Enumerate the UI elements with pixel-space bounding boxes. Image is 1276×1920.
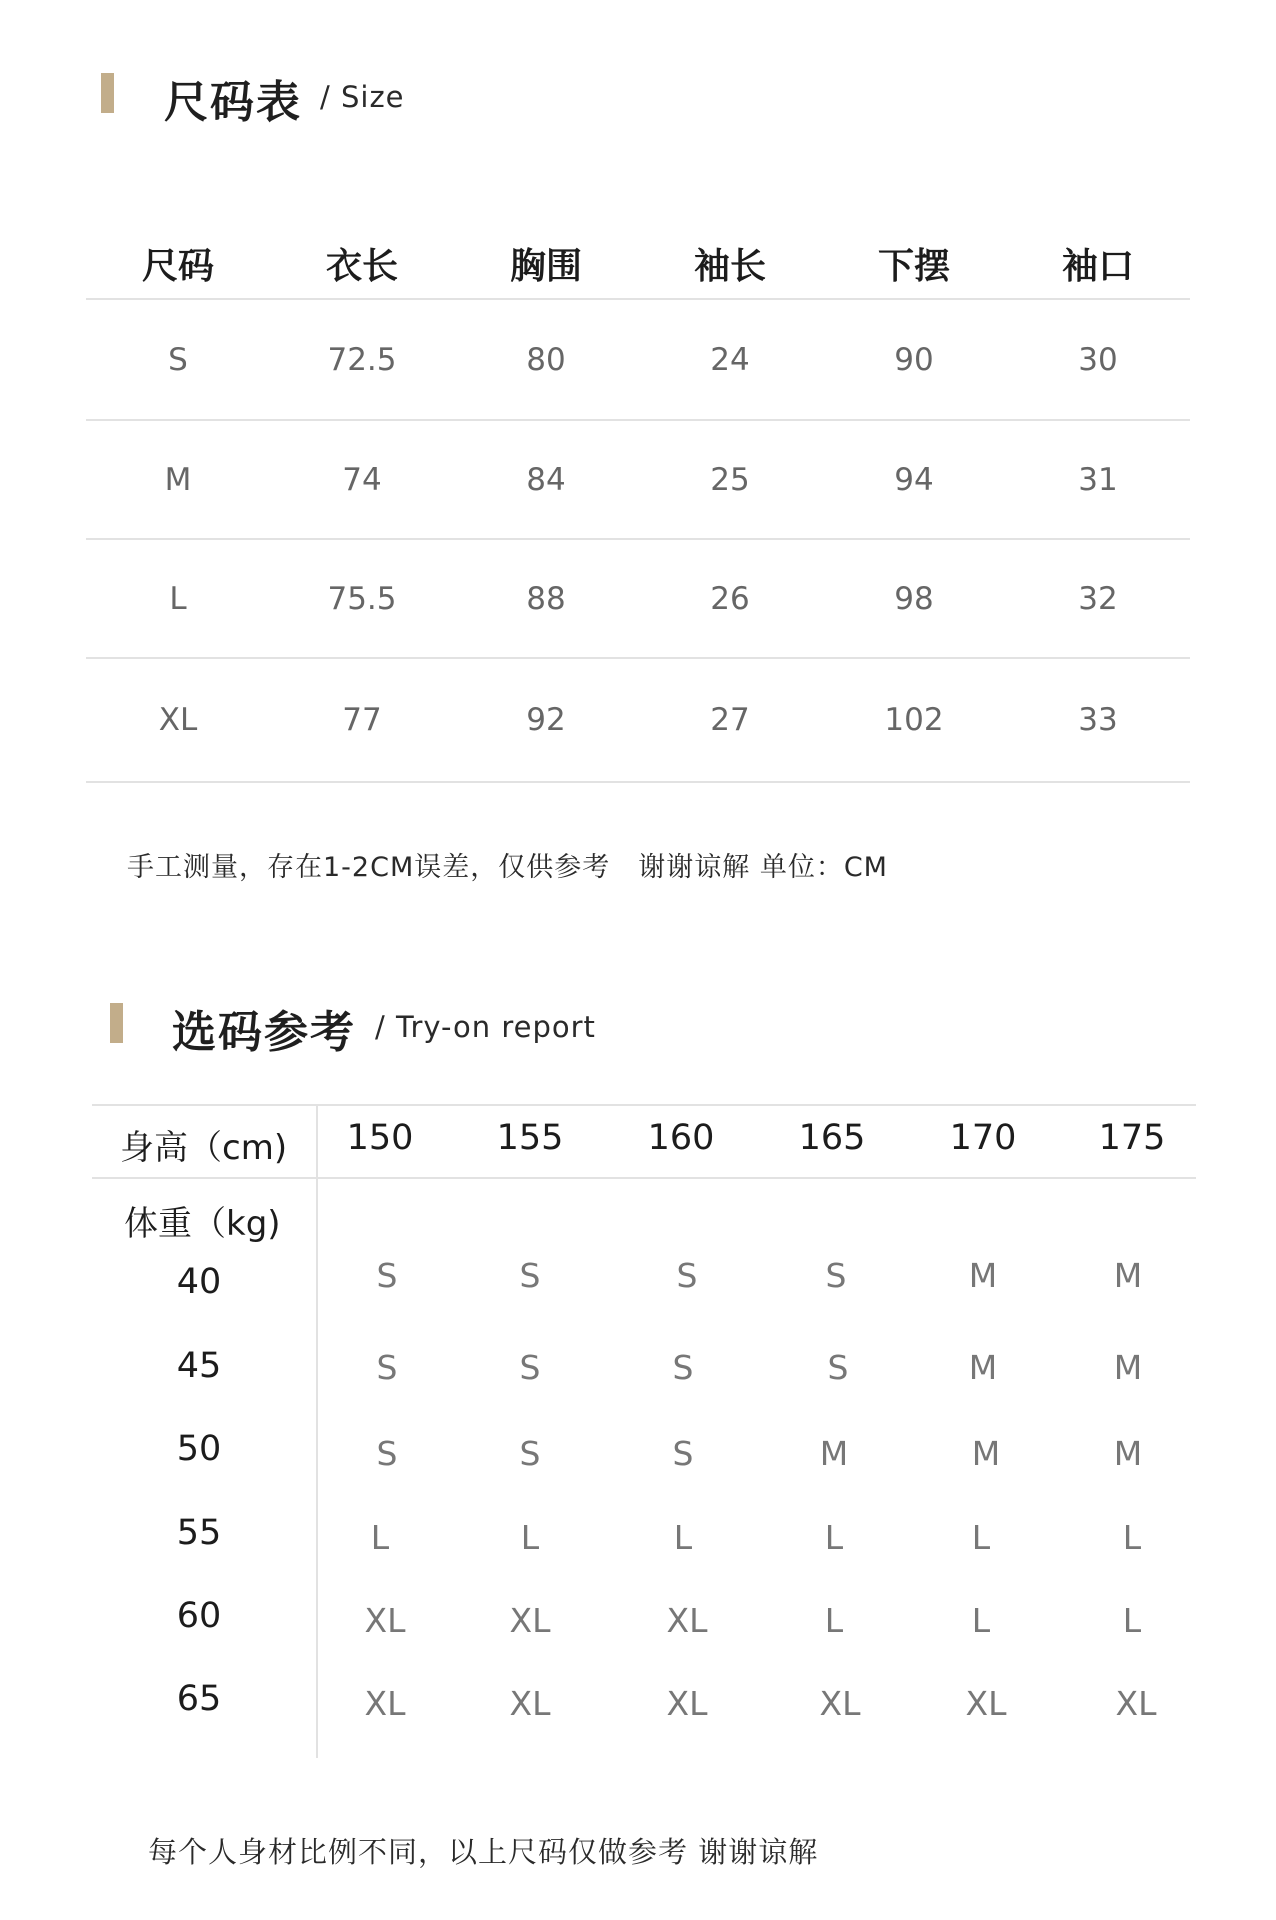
size-recommendation: L (824, 1518, 844, 1557)
table-cell: 77 (342, 702, 382, 738)
size-recommendation: M (1113, 1434, 1143, 1473)
header-length: 衣长 (325, 245, 398, 287)
size-section-title: 尺码表 (164, 77, 302, 128)
size-note: 手工测量，存在1-2CM误差，仅供参考 谢谢谅解 单位：CM (127, 852, 888, 883)
tryon-note: 每个人身材比例不同，以上尺码仅做参考 谢谢谅解 (148, 1835, 819, 1869)
size-recommendation: S (519, 1434, 541, 1473)
size-recommendation: S (825, 1256, 847, 1295)
size-recommendation: S (376, 1348, 398, 1387)
table-cell: 33 (1078, 702, 1118, 738)
table-cell: 84 (526, 461, 566, 498)
size-recommendation: L (1122, 1518, 1142, 1557)
size-recommendation: S (672, 1434, 694, 1473)
size-recommendation: S (519, 1256, 541, 1295)
size-recommendation: XL (1115, 1684, 1157, 1723)
tryon-section-title: 选码参考 (172, 1007, 356, 1058)
table-row (86, 659, 1190, 783)
size-recommendation: L (971, 1518, 991, 1557)
table-cell: 31 (1078, 461, 1118, 498)
table-cell: S (168, 341, 188, 378)
table-cell: 30 (1078, 341, 1118, 378)
table-cell: 27 (710, 702, 750, 738)
height-value: 160 (647, 1118, 715, 1158)
weight-value: 45 (176, 1346, 222, 1386)
weight-value: 65 (176, 1679, 222, 1719)
header-bust: 胸围 (509, 245, 582, 287)
tryon-column-divider (316, 1104, 318, 1758)
size-recommendation: S (827, 1348, 849, 1387)
tryon-section-subtitle: / Try-on report (375, 1010, 596, 1044)
table-cell: 88 (526, 580, 566, 617)
size-recommendation: M (968, 1348, 998, 1387)
table-cell: 24 (710, 341, 750, 378)
table-cell: 26 (710, 580, 750, 617)
table-row (86, 540, 1190, 659)
size-recommendation: S (672, 1348, 694, 1387)
table-cell: 80 (526, 341, 566, 378)
height-value: 175 (1098, 1118, 1166, 1158)
table-cell: 32 (1078, 580, 1118, 617)
height-value: 165 (798, 1118, 866, 1158)
size-recommendation: XL (666, 1601, 708, 1640)
table-cell: 94 (894, 461, 934, 498)
weight-value: 55 (176, 1513, 222, 1553)
height-value: 150 (346, 1118, 414, 1158)
height-label: 身高（cm) (120, 1128, 288, 1168)
header-sleeve: 袖长 (693, 245, 766, 287)
table-row (86, 421, 1190, 540)
table-row (86, 300, 1190, 421)
weight-label: 体重（kg) (124, 1204, 281, 1244)
table-cell: 75.5 (327, 580, 397, 617)
size-recommendation: XL (364, 1684, 406, 1723)
tryon-header-divider (92, 1177, 1196, 1179)
size-section-accent-bar (101, 73, 114, 113)
table-cell: M (164, 461, 192, 498)
size-recommendation: XL (509, 1684, 551, 1723)
height-value: 170 (949, 1118, 1017, 1158)
size-recommendation: S (376, 1434, 398, 1473)
table-cell: XL (158, 702, 198, 738)
tryon-section-accent-bar (110, 1003, 123, 1043)
size-recommendation: L (520, 1518, 540, 1557)
header-hem: 下摆 (877, 245, 950, 287)
size-recommendation: M (1113, 1256, 1143, 1295)
size-recommendation: L (1122, 1601, 1142, 1640)
size-recommendation: XL (965, 1684, 1007, 1723)
weight-value: 40 (176, 1262, 222, 1302)
size-table-header (86, 228, 1190, 300)
table-cell: 72.5 (327, 341, 397, 378)
size-recommendation: XL (819, 1684, 861, 1723)
size-recommendation: XL (509, 1601, 551, 1640)
size-table (86, 228, 1190, 783)
table-cell: 98 (894, 580, 934, 617)
size-recommendation: L (370, 1518, 390, 1557)
size-recommendation: XL (666, 1684, 708, 1723)
header-cuff: 袖口 (1061, 245, 1134, 287)
table-cell: 90 (894, 341, 934, 378)
size-recommendation: S (519, 1348, 541, 1387)
tryon-top-divider (92, 1104, 1196, 1106)
table-cell: 92 (526, 702, 566, 738)
size-recommendation: S (376, 1256, 398, 1295)
header-size: 尺码 (141, 245, 214, 287)
table-cell: 25 (710, 461, 750, 498)
size-recommendation: L (971, 1601, 991, 1640)
size-recommendation: M (1113, 1348, 1143, 1387)
weight-value: 50 (176, 1429, 222, 1469)
weight-value: 60 (176, 1596, 222, 1636)
size-recommendation: XL (364, 1601, 406, 1640)
size-recommendation: L (673, 1518, 693, 1557)
table-cell: L (169, 580, 187, 617)
size-recommendation: M (819, 1434, 849, 1473)
size-recommendation: S (676, 1256, 698, 1295)
size-section-subtitle: / Size (320, 80, 405, 114)
table-cell: 74 (342, 461, 382, 498)
height-value: 155 (496, 1118, 564, 1158)
size-recommendation: L (824, 1601, 844, 1640)
size-recommendation: M (968, 1256, 998, 1295)
size-recommendation: M (971, 1434, 1001, 1473)
table-cell: 102 (884, 702, 944, 738)
